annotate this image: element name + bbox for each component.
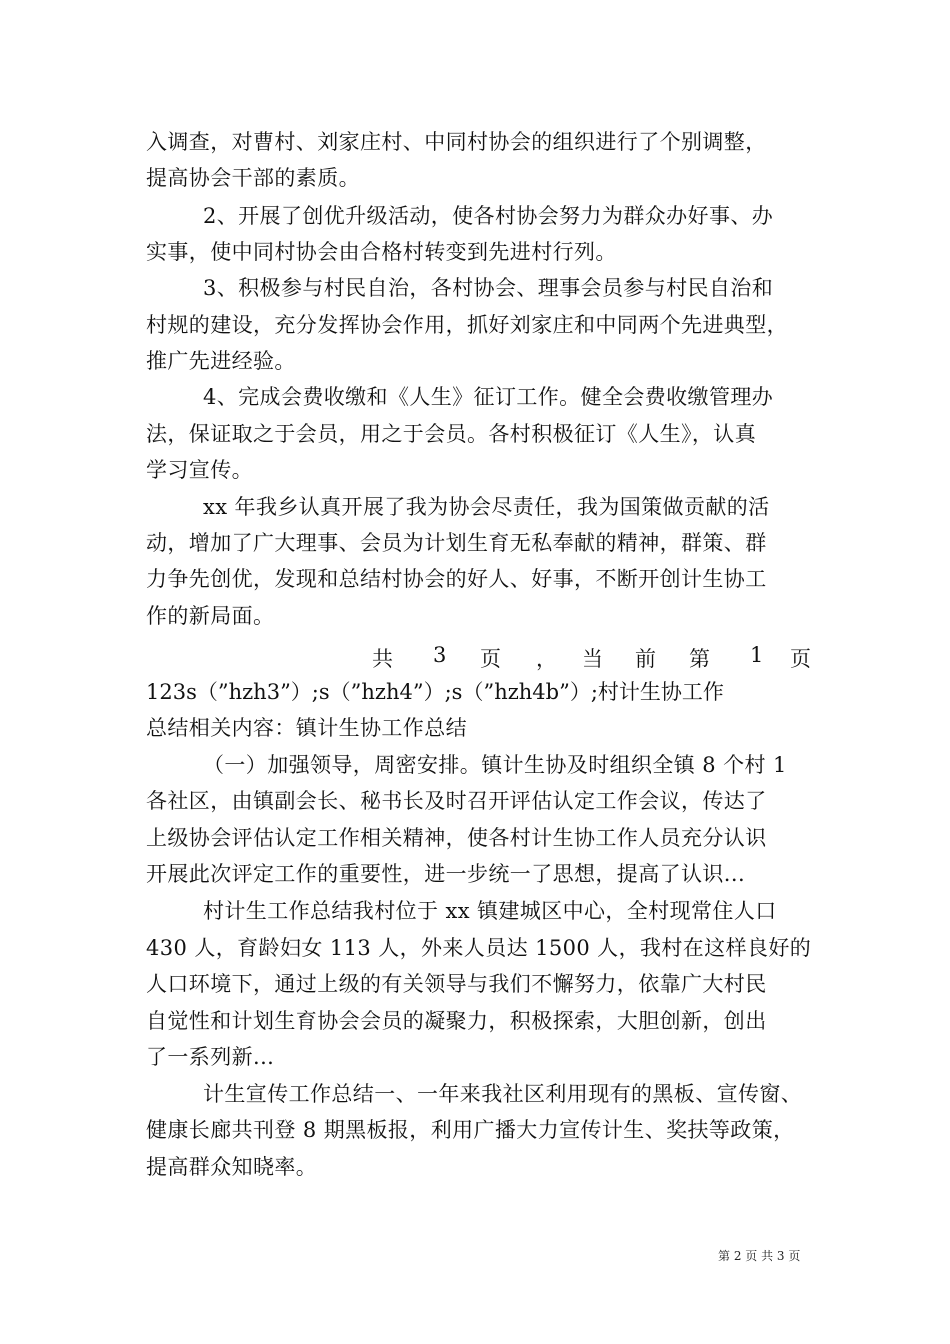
text-line: 430 人，育龄妇女 113 人，外来人员达 1500 人，我村在这样良好的 <box>146 936 812 960</box>
text-line: 学习宣传。 <box>146 458 253 482</box>
page-counter-part: 1 <box>750 643 764 667</box>
text-line: 各社区，由镇副会长、秘书长及时召开评估认定工作会议，传达了 <box>146 789 767 813</box>
page-counter-part: 页 <box>480 647 501 671</box>
text-line: 自觉性和计划生育协会会员的凝聚力，积极探索，大胆创新，创出 <box>146 1009 767 1033</box>
page-counter <box>0 643 950 671</box>
page-counter-part: 当 <box>582 647 603 671</box>
text-line: 力争先创优，发现和总结村协会的好人、好事，不断开创计生协工 <box>146 567 767 591</box>
text-line: 实事，使中同村协会由合格村转变到先进村行列。 <box>146 240 617 264</box>
text-line: 动，增加了广大理事、会员为计划生育无私奉献的精神，群策、群 <box>146 531 767 555</box>
text-line: 提高群众知晓率。 <box>146 1155 318 1179</box>
page-counter-part: 共 <box>372 647 393 671</box>
text-line: 人口环境下，通过上级的有关领导与我们不懈努力，依靠广大村民 <box>146 972 767 996</box>
text-line: 村计生工作总结我村位于 xx 镇建城区中心，全村现常住人口 <box>203 899 777 923</box>
text-line: 健康长廊共刊登 8 期黑板报，利用广播大力宣传计生、奖扶等政策， <box>146 1118 795 1142</box>
text-line: 4、完成会费收缴和《人生》征订工作。健全会费收缴管理办 <box>203 385 774 409</box>
text-line: 提高协会干部的素质。 <box>146 166 360 190</box>
text-line: xx 年我乡认真开展了我为协会尽责任，我为国策做贡献的活 <box>203 495 770 519</box>
text-line: 法，保证取之于会员，用之于会员。各村积极征订《人生》，认真 <box>146 422 757 446</box>
page-counter-part: ， <box>536 647 557 671</box>
text-line: 总结相关内容：镇计生协工作总结 <box>146 716 467 740</box>
page-counter-part: 页 <box>790 647 811 671</box>
text-line: 村规的建设，充分发挥协会作用，抓好刘家庄和中同两个先进典型， <box>146 313 788 337</box>
text-line: 了一系列新... <box>146 1045 275 1069</box>
text-line: 123s（”hzh3”）;s（”hzh4”）;s（”hzh4b”）;村计生协工作 <box>146 680 724 704</box>
page-counter-part: 第 <box>689 647 710 671</box>
page-counter-part: 3 <box>433 643 447 667</box>
text-line: （一）加强领导，周密安排。镇计生协及时组织全镇 8 个村 1 <box>203 753 787 777</box>
text-line: 开展此次评定工作的重要性，进一步统一了思想，提高了认识... <box>146 862 746 886</box>
text-line: 上级协会评估认定工作相关精神，使各村计生协工作人员充分认识 <box>146 826 767 850</box>
text-line: 3、积极参与村民自治，各村协会、理事会员参与村民自治和 <box>203 276 774 300</box>
text-line: 作的新局面。 <box>146 604 275 628</box>
text-line: 推广先进经验。 <box>146 349 296 373</box>
text-line: 计生宣传工作总结一、一年来我社区利用现有的黑板、宣传窗、 <box>203 1082 803 1106</box>
page-footer: 第 2 页 共 3 页 <box>718 1249 801 1263</box>
text-line: 2、开展了创优升级活动，使各村协会努力为群众办好事、办 <box>203 204 774 228</box>
page-counter-part: 前 <box>635 647 656 671</box>
text-line: 入调查，对曹村、刘家庄村、中同村协会的组织进行了个别调整， <box>146 130 767 154</box>
